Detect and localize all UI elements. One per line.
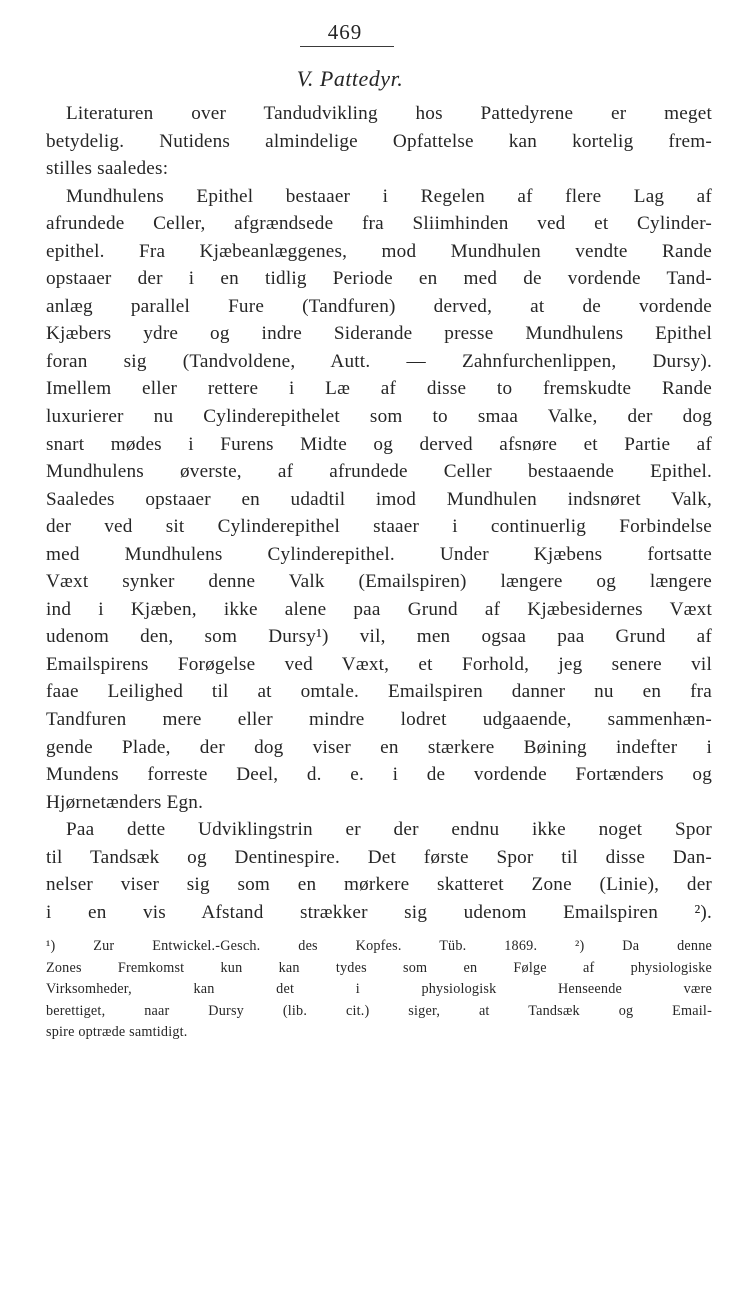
text-line: Paa dette Udviklingstrin er der endnu ikke noget Spor [66,819,712,841]
text-line: Mundhulens Epithel bestaaer i Regelen af flere Lag af [66,185,712,207]
text-line: snart mødes i Furens Midte og derved afsnøre et Partie af [46,433,712,455]
footnote-line: ¹) Zur Entwickel.-Gesch. des Kopfes. Tüb. 1869. ²) Da denne [46,938,712,954]
text-line: i en vis Afstand strækker sig udenom Emailspiren ²). [46,901,712,923]
text-line: stilles saaledes: [46,158,169,180]
text-line: udenom den, som Dursy¹) vil, men ogsaa paa Grund af [46,626,712,648]
text-line: ind i Kjæben, ikke alene paa Grund af Kjæbesidernes Væxt [46,598,712,620]
text-line: opstaaer der i en tidlig Periode en med de vordende Tand- [46,268,712,290]
text-line: Mundens forreste Deel, d. e. i de vordende Fortænders og [46,764,712,786]
page-number-rule [300,46,394,47]
text-line: faae Leilighed til at omtale. Emailspiren danner nu en fra [46,681,712,703]
text-line: anlæg parallel Fure (Tandfuren) derved, at de vordende [46,295,712,317]
footnote-line: Virksomheder, kan det i physiologisk Henseende være [46,981,712,998]
body-text [46,100,712,926]
text-line: Saaledes opstaaer en udadtil imod Mundhulen indsnøret Valk, [46,488,712,510]
footnotes [46,936,712,1044]
text-line: foran sig (Tandvoldene, Autt. — Zahnfurchenlippen, Dursy). [46,350,712,372]
text-line: der ved sit Cylinderepithel staaer i continuerlig Forbindelse [46,516,712,538]
section-heading: V. Pattedyr. [296,66,404,91]
text-line: gende Plade, der dog viser en stærkere Bøining indefter i [46,736,712,758]
text-line: betydelig. Nutidens almindelige Opfattelse kan kortelig frem- [46,130,712,152]
text-line: Emailspirens Forøgelse ved Væxt, et Forhold, jeg senere vil [46,653,712,675]
text-line: Væxt synker denne Valk (Emailspiren) længere og længere [46,571,712,593]
footnote-line: spire optræde samtidigt. [46,1024,188,1041]
text-line: til Tandsæk og Dentinespire. Det første Spor til disse Dan- [46,846,712,868]
text-line: Hjørnetænders Egn. [46,791,204,813]
text-line: Mundhulens øverste, af afrundede Celler bestaaende Epithel. [46,461,712,483]
text-line: afrundede Celler, afgrændsede fra Sliimhinden ved et Cylinder- [46,213,712,235]
text-line: Literaturen over Tandudvikling hos Pattedyrene er meget [66,103,712,124]
footnote-line: berettiget, naar Dursy (lib. cit.) siger, at Tandsæk og Email- [46,1002,712,1019]
text-line: luxurierer nu Cylinderepithelet som to smaa Valke, der dog [46,406,712,428]
footnote-line: Zones Fremkomst kun kan tydes som en Følge af physiologiske [46,959,712,976]
text-line: Tandfuren mere eller mindre lodret udgaaende, sammenhæn- [46,709,712,731]
text-line: med Mundhulens Cylinderepithel. Under Kjæbens fortsatte [46,543,712,565]
text-line: Imellem eller rettere i Læ af disse to fremskudte Rande [46,378,712,400]
text-line: Kjæbers ydre og indre Siderande presse Mundhulens Epithel [46,323,712,345]
text-line: nelser viser sig som en mørkere skatteret Zone (Linie), der [46,874,712,896]
text-line: epithel. Fra Kjæbeanlæggenes, mod Mundhulen vendte Rande [46,240,712,262]
page-number: 469 [327,20,363,44]
